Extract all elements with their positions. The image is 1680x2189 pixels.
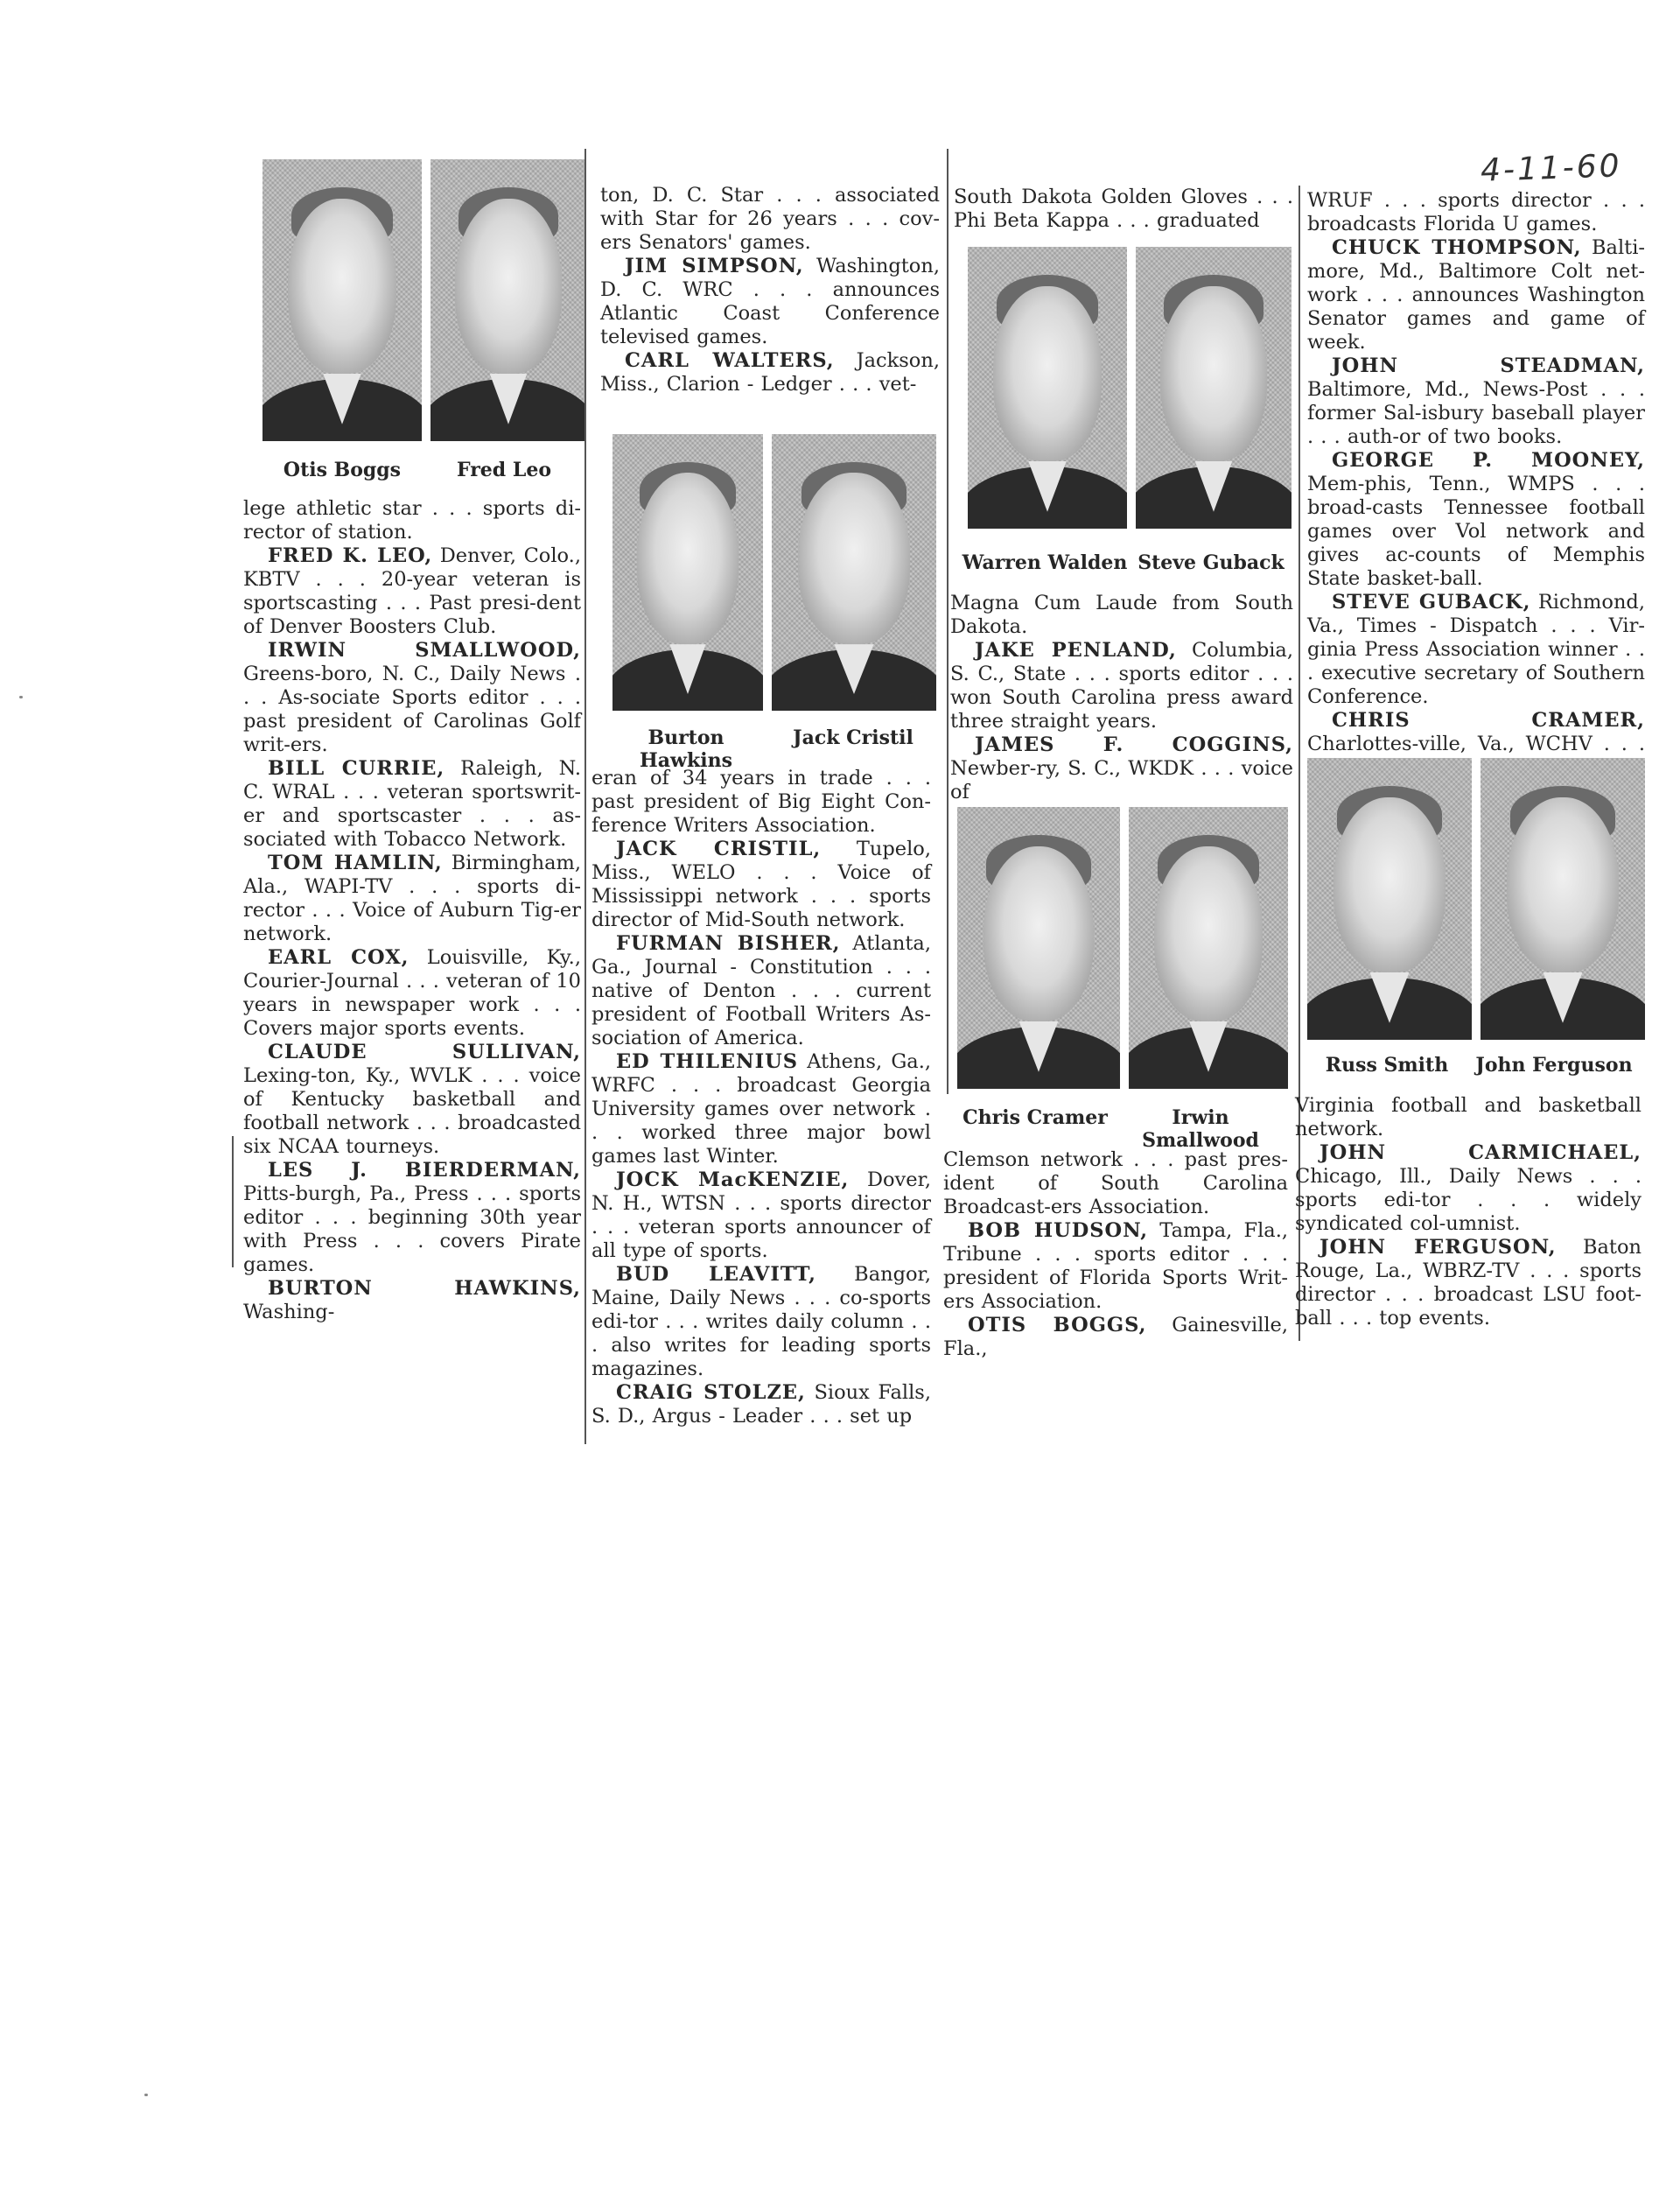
- bio-entry: [592, 932, 931, 1050]
- person-name: ED THILENIUS: [616, 1050, 799, 1073]
- column-4-top-text: [1307, 189, 1645, 780]
- person-name: JOHN STEADMAN,: [1332, 354, 1645, 377]
- bio-entry: [943, 1148, 1288, 1219]
- bio-entry: [943, 1219, 1288, 1314]
- bio-entry: [243, 497, 581, 544]
- column-rule: [232, 1136, 234, 1267]
- bio-text: Washington, D. C. WRC . . . announces Atlantic Coast Conference televised games.: [600, 255, 940, 348]
- bio-entry: [1307, 189, 1645, 236]
- bio-text: ton, D. C. Star . . . associated with Star for 26 years . . . cov-ers Senators' games.: [600, 184, 940, 254]
- bio-entry: [243, 1277, 581, 1324]
- photo-caption: Burton Hawkins: [640, 726, 732, 772]
- person-name: LES J. BIERDERMAN,: [268, 1159, 581, 1182]
- person-name: FRED K. LEO,: [268, 544, 433, 567]
- person-name: JOHN FERGUSON,: [1320, 1236, 1557, 1259]
- bio-entry: [592, 1263, 931, 1381]
- scan-speck: [19, 696, 23, 698]
- person-name: BILL CURRIE,: [268, 757, 445, 780]
- bio-entry: [954, 186, 1293, 233]
- bio-entry: [600, 255, 940, 349]
- bio-entry: [243, 757, 581, 852]
- bio-text: Columbia, S. C., State . . . sports editor . . . won South Carolina press award three straight years.: [950, 639, 1293, 733]
- caption-row-col3-top: [957, 551, 1290, 574]
- bio-entry: [1307, 354, 1645, 449]
- photo-caption: Jack Cristil: [793, 726, 914, 749]
- bio-entry: [243, 852, 581, 946]
- bio-text: Dover, N. H., WTSN . . . sports director . . . veteran sports announcer of all type of sports.: [592, 1168, 932, 1262]
- portrait-photo: [1307, 758, 1472, 1040]
- person-name: JOHN CARMICHAEL,: [1320, 1141, 1642, 1164]
- bio-text: Jackson, Miss., Clarion - Ledger . . . vet-: [600, 349, 940, 396]
- handwritten-date: 4-11-60: [1480, 148, 1623, 189]
- photo-caption: John Ferguson: [1475, 1054, 1633, 1077]
- bio-entry: [592, 1168, 931, 1263]
- column-3-top-text: [954, 186, 1293, 233]
- portrait-photo: [968, 247, 1127, 529]
- bio-text: Magna Cum Laude from South Dakota.: [950, 592, 1293, 638]
- bio-text: Birmingham, Ala., WAPI-TV . . . sports di-rector . . . Voice of Auburn Tig-er network.: [243, 852, 581, 945]
- bio-entry: [950, 733, 1293, 804]
- portrait-photo: [772, 434, 936, 711]
- column-rule: [947, 149, 948, 1094]
- person-name: STEVE GUBACK,: [1332, 591, 1531, 614]
- bio-text: WRUF . . . sports director . . . broadcasts Florida U games.: [1307, 189, 1645, 235]
- bio-text: Atlanta, Ga., Journal - Constitution . . . native of Denton . . . current president of Football Writers As-sociation of America.: [592, 932, 931, 1049]
- caption-row-col4: [1312, 1054, 1647, 1077]
- photo-row-col3-bottom: [957, 807, 1288, 1089]
- person-name: CRAIG STOLZE,: [616, 1381, 806, 1404]
- photo-caption: Fred Leo: [456, 459, 551, 481]
- bio-entry: [592, 838, 931, 932]
- bio-entry: [243, 639, 581, 757]
- person-name: BUD LEAVITT,: [616, 1263, 816, 1286]
- bio-text: lege athletic star . . . sports di-rector of station.: [243, 497, 581, 544]
- person-name: BOB HUDSON,: [968, 1219, 1149, 1242]
- photo-caption: Irwin Smallwood: [1142, 1106, 1259, 1152]
- bio-entry: [243, 946, 581, 1041]
- bio-text: Washing-: [243, 1301, 335, 1323]
- portrait-photo: [1136, 247, 1292, 529]
- bio-text: Richmond, Va., Times - Dispatch . . . Vir-ginia Press Association winner . . . executive secretary of Southern Conference.: [1307, 591, 1645, 708]
- person-name: OTIS BOGGS,: [968, 1314, 1147, 1337]
- portrait-photo: [1129, 807, 1288, 1089]
- bio-text: Charlottes-ville, Va., WCHV . . .: [1307, 733, 1645, 755]
- bio-entry: [1307, 449, 1645, 591]
- bio-entry: [592, 767, 931, 838]
- bio-entry: [243, 1159, 581, 1277]
- column-1-text: [243, 497, 581, 1324]
- person-name: CHRIS CRAMER,: [1332, 709, 1645, 732]
- photo-row-col3-top: [968, 247, 1292, 529]
- photo-row-col2: [612, 434, 936, 711]
- bio-text: Greens-boro, N. C., Daily News . . . As-sociate Sports editor . . . past president of Carolinas Golf writ-ers.: [243, 663, 581, 756]
- person-name: FURMAN BISHER,: [616, 932, 841, 955]
- portrait-photo: [262, 159, 422, 441]
- person-name: TOM HAMLIN,: [268, 852, 443, 874]
- bio-text: South Dakota Golden Gloves . . . Phi Beta Kappa . . . graduated: [954, 186, 1293, 232]
- bio-text: Athens, Ga., WRFC . . . broadcast Georgia University games over network . . . worked three major bowl games last Winter.: [592, 1050, 932, 1168]
- portrait-photo: [957, 807, 1120, 1089]
- bio-text: Bangor, Maine, Daily News . . . co-sports edi-tor . . . writes daily column . . . also writes for leading sports magazines.: [592, 1263, 931, 1380]
- bio-text: Gainesville, Fla.,: [943, 1314, 1288, 1360]
- portrait-photo: [1480, 758, 1645, 1040]
- bio-text: Virginia football and basketball network.: [1295, 1094, 1642, 1140]
- bio-text: Mem-phis, Tenn., WMPS . . . broad-casts Tennessee football games over Vol network and gives ac-counts of Memphis State basket-ball.: [1307, 473, 1645, 590]
- bio-text: eran of 34 years in trade . . . past president of Big Eight Con-ference Writers Association.: [592, 767, 931, 837]
- photo-caption: Chris Cramer: [962, 1106, 1108, 1129]
- bio-text: Baton Rouge, La., WBRZ-TV . . . sports director . . . broadcast LSU foot-ball . . . top events.: [1295, 1236, 1642, 1330]
- person-name: JACK CRISTIL,: [616, 838, 822, 860]
- bio-entry: [950, 592, 1293, 639]
- column-4-bottom-text: [1295, 1094, 1642, 1330]
- column-3-mid-text: [950, 592, 1293, 804]
- column-3-bottom-text: [943, 1148, 1288, 1361]
- bio-entry: [1295, 1094, 1642, 1141]
- person-name: CHUCK THOMPSON,: [1332, 236, 1582, 259]
- person-name: GEORGE P. MOONEY,: [1332, 449, 1645, 472]
- bio-entry: [592, 1381, 931, 1428]
- bio-entry: [1307, 236, 1645, 354]
- person-name: IRWIN SMALLWOOD,: [268, 639, 581, 662]
- bio-text: Pitts-burgh, Pa., Press . . . sports editor . . . beginning 30th year with Press . . . covers Pirate games.: [243, 1182, 581, 1276]
- bio-text: Louisville, Ky., Courier-Journal . . . veteran of 10 years in newspaper work . . . Covers major sports events.: [243, 946, 581, 1040]
- person-name: JAKE PENLAND,: [975, 639, 1177, 662]
- bio-entry: [950, 639, 1293, 733]
- photo-caption: Steve Guback: [1138, 551, 1284, 574]
- bio-text: Balti-more, Md., Baltimore Colt net-work . . . announces Washington Senator games and game of week.: [1307, 236, 1645, 354]
- portrait-photo: [430, 159, 586, 441]
- bio-text: Tupelo, Miss., WELO . . . Voice of Mississippi network . . . sports director of Mid-South network.: [592, 838, 931, 931]
- bio-text: Tampa, Fla., Tribune . . . sports editor . . . president of Florida Sports Writ-ers Association.: [943, 1219, 1288, 1313]
- caption-row-col3-bottom: [957, 1106, 1288, 1152]
- bio-text: Denver, Colo., KBTV . . . 20-year veteran is sportscasting . . . Past presi-dent of Denver Boosters Club.: [243, 544, 581, 638]
- bio-text: Clemson network . . . past pres-ident of South Carolina Broadcast-ers Association.: [943, 1148, 1288, 1218]
- caption-row-col2: [598, 726, 933, 772]
- person-name: CARL WALTERS,: [625, 349, 835, 372]
- person-name: JAMES F. COGGINS,: [975, 733, 1293, 756]
- bio-text: Newber-ry, S. C., WKDK . . . voice of: [950, 757, 1293, 803]
- photo-caption: Otis Boggs: [283, 459, 402, 481]
- bio-text: Raleigh, N. C. WRAL . . . veteran sportswrit-er and sportscaster . . . as-sociated with Tobacco Network.: [243, 757, 581, 851]
- bio-entry: [943, 1314, 1288, 1361]
- bio-entry: [1307, 591, 1645, 709]
- photo-caption: Warren Walden: [962, 551, 1128, 574]
- bio-entry: [1295, 1141, 1642, 1236]
- bio-entry: [600, 349, 940, 396]
- bio-text: Lexing-ton, Ky., WVLK . . . voice of Kentucky basketball and football network . . . broadcasted six NCAA tourneys.: [243, 1064, 581, 1158]
- bio-entry: [592, 1050, 931, 1168]
- portrait-photo: [612, 434, 763, 711]
- person-name: EARL COX,: [268, 946, 410, 969]
- bio-text: Sioux Falls, S. D., Argus - Leader . . . set up: [592, 1381, 931, 1428]
- column-rule: [584, 149, 586, 1444]
- column-2-bottom-text: [592, 767, 931, 1428]
- bio-text: Baltimore, Md., News-Post . . . former Sal-isbury baseball player . . . auth-or of two books.: [1307, 378, 1645, 448]
- person-name: BURTON HAWKINS,: [268, 1277, 581, 1300]
- person-name: CLAUDE SULLIVAN,: [268, 1041, 581, 1063]
- bio-entry: [1295, 1236, 1642, 1330]
- bio-entry: [243, 544, 581, 639]
- person-name: JIM SIMPSON,: [625, 255, 804, 277]
- photo-row-col1: [262, 159, 586, 441]
- bio-entry: [600, 184, 940, 255]
- person-name: JOCK MacKENZIE,: [616, 1168, 850, 1191]
- column-2-top-text: [600, 184, 940, 396]
- caption-row-col1: [262, 459, 586, 481]
- scan-speck: [144, 2094, 148, 2096]
- photo-caption: Russ Smith: [1325, 1054, 1449, 1077]
- photo-row-col4: [1307, 758, 1645, 1040]
- bio-text: Chicago, Ill., Daily News . . . sports edi-tor . . . widely syndicated col-umnist.: [1295, 1165, 1642, 1235]
- bio-entry: [243, 1041, 581, 1159]
